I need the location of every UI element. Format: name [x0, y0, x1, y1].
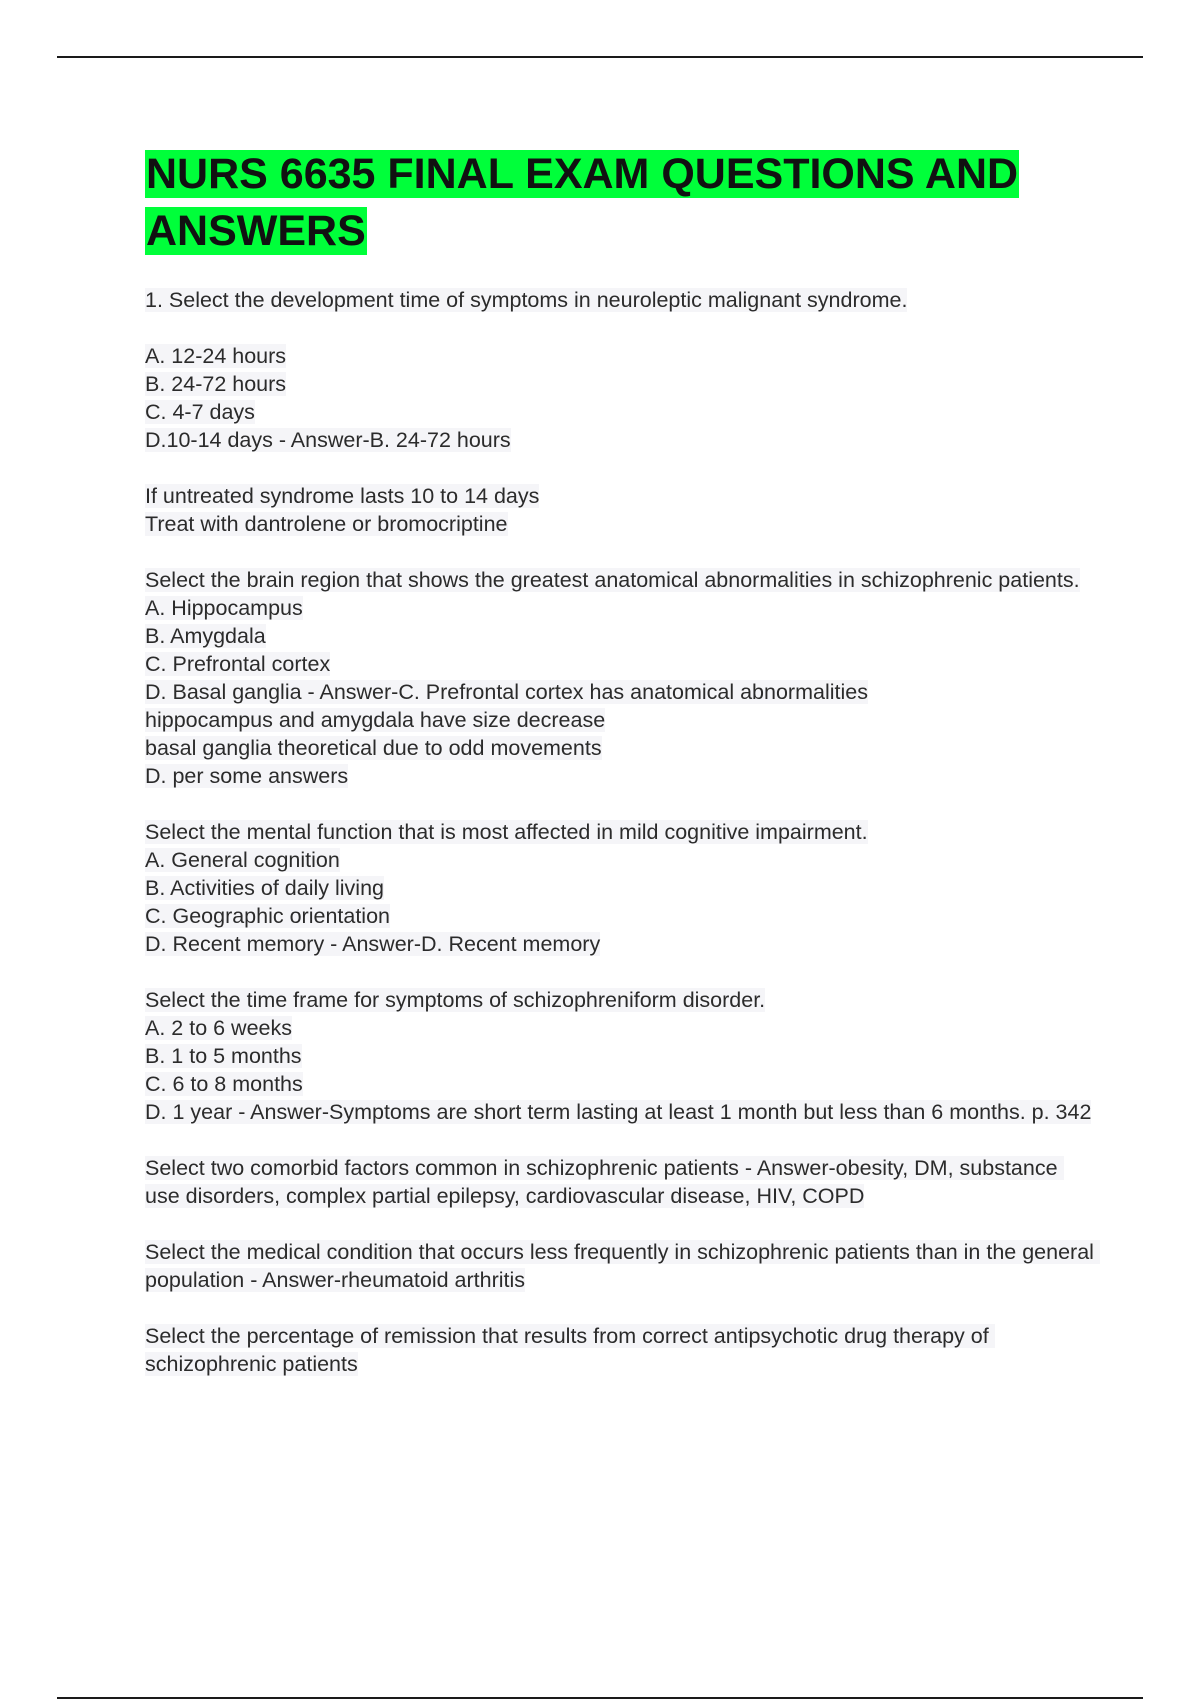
text-line — [145, 286, 1095, 314]
text-line — [145, 986, 1095, 1014]
text-line-content: C. Prefrontal cortex — [145, 652, 331, 676]
text-line — [145, 1070, 1095, 1098]
text-line — [145, 482, 1095, 510]
text-block — [145, 286, 1095, 314]
text-line — [145, 874, 1095, 902]
question-list — [145, 286, 1100, 1378]
text-line — [145, 846, 1095, 874]
text-line — [145, 594, 1095, 622]
document-title: NURS 6635 FINAL EXAM QUESTIONS AND ANSWERS — [146, 150, 1019, 255]
text-block — [145, 342, 1095, 454]
text-line — [145, 706, 1095, 734]
text-line-content: D.10-14 days - Answer-B. 24-72 hours — [145, 428, 511, 452]
document-body — [145, 146, 1100, 1406]
text-line-content: Select the brain region that shows the greatest anatomical abnormalities in schizophrenic patients. — [145, 568, 1080, 592]
text-line-content: Select the mental function that is most affected in mild cognitive impairment. — [145, 820, 868, 844]
text-line-content: Select the time frame for symptoms of schizophreniform disorder. — [145, 988, 766, 1012]
text-line — [145, 370, 1095, 398]
text-line-content: D. Recent memory - Answer-D. Recent memory — [145, 932, 601, 956]
text-block — [145, 986, 1095, 1126]
text-block — [145, 1154, 1095, 1210]
text-line — [145, 566, 1095, 594]
text-line — [145, 398, 1095, 426]
text-line — [145, 650, 1095, 678]
top-rule — [57, 56, 1143, 58]
text-block — [145, 818, 1095, 958]
text-line-content: B. 1 to 5 months — [145, 1044, 302, 1068]
text-line — [145, 1322, 1095, 1378]
text-line — [145, 818, 1095, 846]
text-line-content: D. per some answers — [145, 764, 349, 788]
text-line-content: A. 2 to 6 weeks — [145, 1016, 292, 1040]
text-line-content: D. 1 year - Answer-Symptoms are short term lasting at least 1 month but less than 6 months. p. 342 — [145, 1100, 1092, 1124]
text-line — [145, 762, 1095, 790]
text-line — [145, 1098, 1095, 1126]
text-line-content: A. 12-24 hours — [145, 344, 287, 368]
bottom-rule — [57, 1697, 1143, 1699]
text-line — [145, 510, 1095, 538]
text-line-content: 1. Select the development time of symptoms in neuroleptic malignant syndrome. — [145, 288, 908, 312]
text-line — [145, 1154, 1095, 1210]
text-line — [145, 1238, 1100, 1294]
text-line — [145, 426, 1095, 454]
text-block — [145, 1238, 1100, 1294]
text-line-content: B. Amygdala — [145, 624, 266, 648]
text-line-content: A. Hippocampus — [145, 596, 303, 620]
text-line-content: If untreated syndrome lasts 10 to 14 days — [145, 484, 540, 508]
text-line-content: C. 4-7 days — [145, 400, 255, 424]
text-line-content: B. Activities of daily living — [145, 876, 384, 900]
text-line-content: D. Basal ganglia - Answer-C. Prefrontal cortex has anatomical abnormalities — [145, 680, 868, 704]
text-line — [145, 902, 1095, 930]
text-line — [145, 930, 1095, 958]
text-line — [145, 342, 1095, 370]
text-line-content: Select the percentage of remission that results from correct antipsychotic drug therapy of schizophrenic patients — [145, 1324, 995, 1376]
text-line — [145, 678, 1095, 706]
text-line — [145, 1042, 1095, 1070]
text-line-content: basal ganglia theoretical due to odd movements — [145, 736, 602, 760]
text-line-content: C. 6 to 8 months — [145, 1072, 303, 1096]
text-line-content: B. 24-72 hours — [145, 372, 287, 396]
text-line-content: Select two comorbid factors common in schizophrenic patients - Answer-obesity, DM, substance use disorders, complex partial epilepsy, cardiovascular disease, HIV, COPD — [145, 1156, 1064, 1208]
text-line — [145, 1014, 1095, 1042]
text-block — [145, 482, 1095, 538]
text-line-content: C. Geographic orientation — [145, 904, 391, 928]
text-line-content: Select the medical condition that occurs less frequently in schizophrenic patients than in the general population - Answer-rheumatoid arthritis — [145, 1240, 1100, 1292]
text-line — [145, 734, 1095, 762]
text-line-content: Treat with dantrolene or bromocriptine — [145, 512, 508, 536]
text-line-content: hippocampus and amygdala have size decrease — [145, 708, 606, 732]
text-line-content: A. General cognition — [145, 848, 340, 872]
text-block — [145, 566, 1095, 790]
text-block — [145, 1322, 1095, 1378]
text-line — [145, 622, 1095, 650]
